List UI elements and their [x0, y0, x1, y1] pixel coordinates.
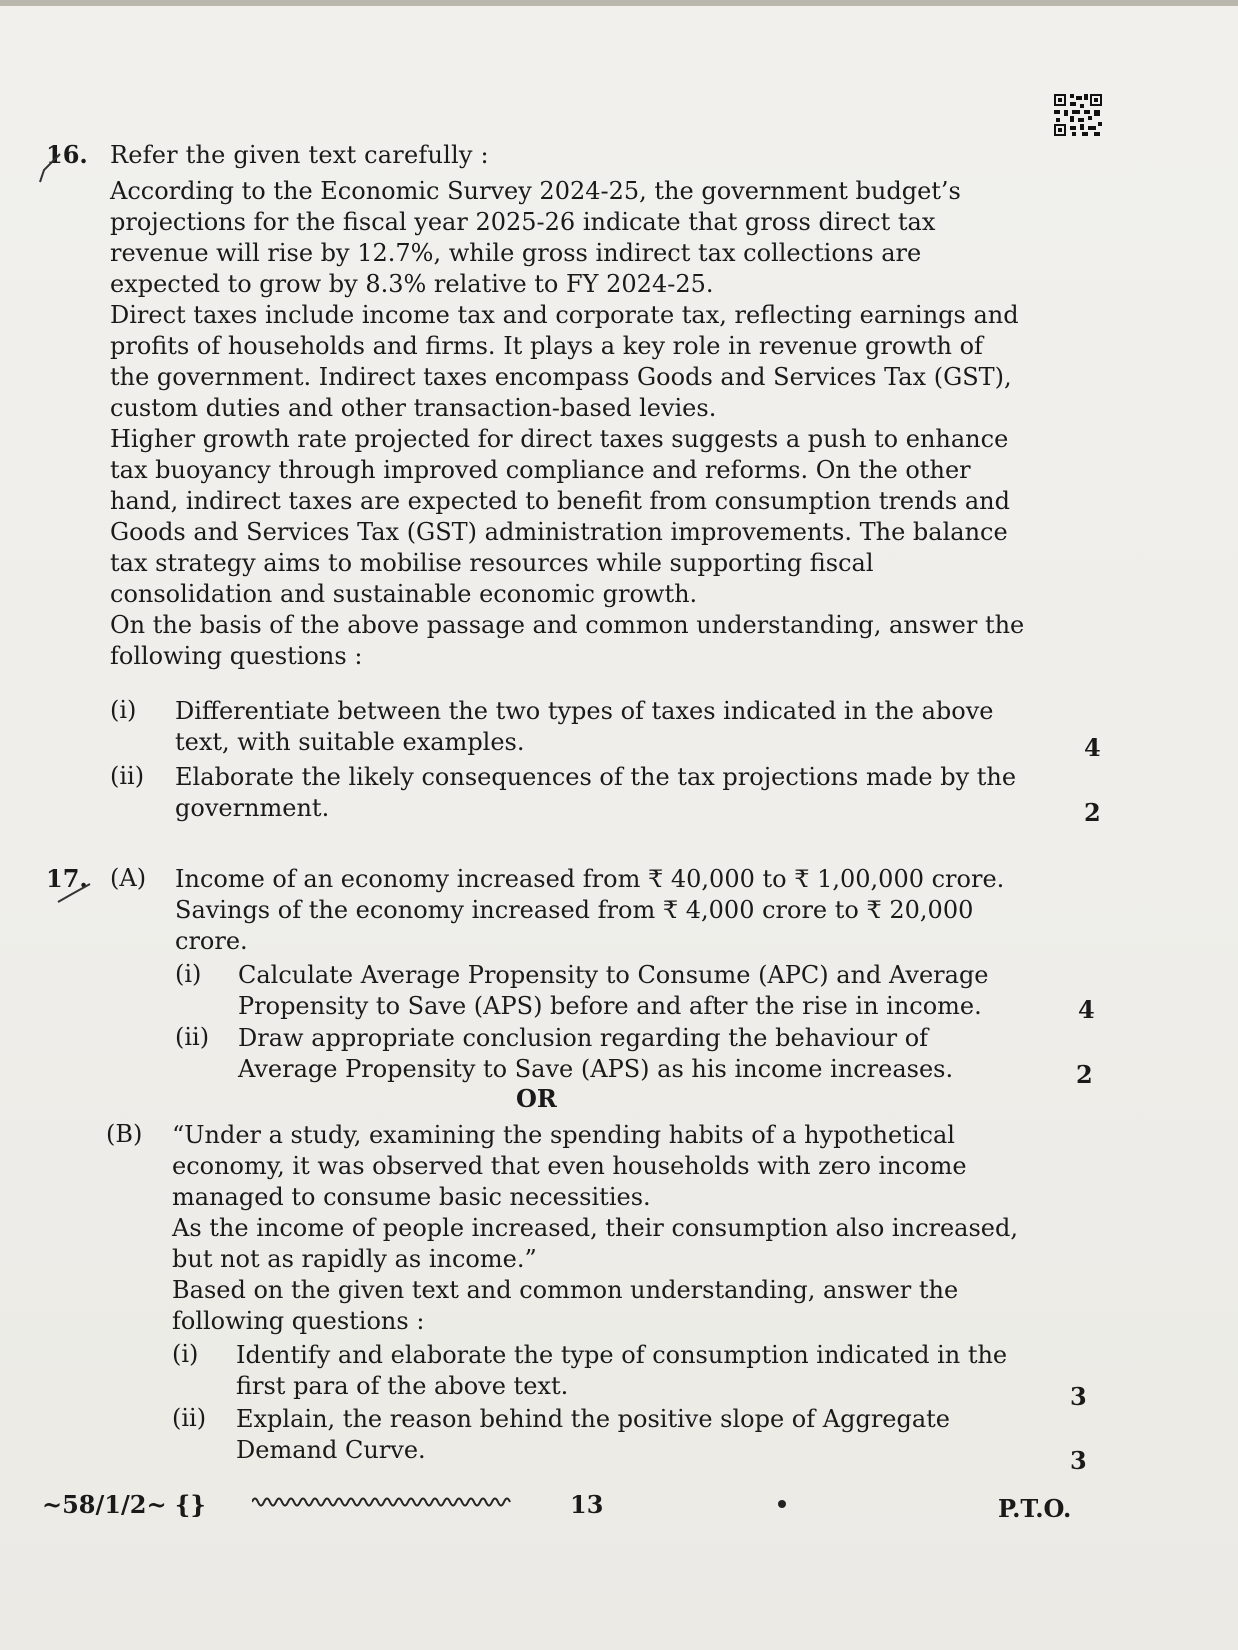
part-line: government.	[175, 794, 330, 822]
question-17-a-text	[175, 864, 1035, 957]
footer-page-number: 13	[570, 1490, 604, 1519]
question-16-heading: Refer the given text carefully :	[110, 141, 489, 169]
question-line: “Under a study, examining the spending habits of a hypothetical	[172, 1121, 955, 1149]
passage-line: following questions :	[110, 642, 363, 670]
part-label-16-i: (i)	[110, 696, 137, 724]
qr-code-icon	[1052, 92, 1104, 138]
part-line: Average Propensity to Save (APS) as his income increases.	[238, 1055, 954, 1083]
question-line: economy, it was observed that even households with zero income	[172, 1152, 967, 1180]
part-line: Explain, the reason behind the positive slope of Aggregate	[236, 1405, 951, 1433]
passage-line: Direct taxes include income tax and corporate tax, reflecting earnings and	[110, 301, 1019, 329]
part-label-17-b-ii: (ii)	[172, 1404, 207, 1432]
marks-17-a-ii: 2	[1076, 1060, 1093, 1089]
part-text-17-b-i	[236, 1340, 1036, 1402]
passage-line: According to the Economic Survey 2024-25, the government budget’s	[110, 177, 961, 205]
part-text-17-b-ii	[236, 1404, 1036, 1466]
part-line: first para of the above text.	[236, 1372, 569, 1400]
footer-pto: P.T.O.	[998, 1494, 1072, 1523]
part-line: Differentiate between the two types of taxes indicated in the above	[175, 697, 994, 725]
page-top-edge	[0, 0, 1238, 6]
passage-line: On the basis of the above passage and common understanding, answer the	[110, 611, 1025, 639]
part-line: Propensity to Save (APS) before and after the rise in income.	[238, 992, 982, 1020]
footer-bullet-dot	[778, 1500, 786, 1508]
marks-17-b-i: 3	[1070, 1382, 1087, 1411]
part-line: text, with suitable examples.	[175, 728, 525, 756]
pen-tick-mark-17	[54, 880, 94, 906]
passage-line: tax strategy aims to mobilise resources while supporting fiscal	[110, 549, 874, 577]
part-text-17-a-i	[238, 960, 1038, 1022]
passage-line: the government. Indirect taxes encompass Goods and Services Tax (GST),	[110, 363, 1012, 391]
question-16-passage	[110, 176, 1044, 672]
question-number-17: 17.	[46, 864, 88, 893]
part-text-16-ii	[175, 762, 1045, 824]
marks-16-i: 4	[1084, 733, 1101, 762]
passage-line: Higher growth rate projected for direct taxes suggests a push to enhance	[110, 425, 1009, 453]
or-separator: OR	[516, 1084, 557, 1113]
part-line: Elaborate the likely consequences of the tax projections made by the	[175, 763, 1017, 791]
wavy-line-icon	[252, 1494, 514, 1510]
passage-line: tax buoyancy through improved compliance and reforms. On the other	[110, 456, 971, 484]
marks-16-ii: 2	[1084, 798, 1101, 827]
part-text-16-i	[175, 696, 1045, 758]
passage-line: expected to grow by 8.3% relative to FY 2024-25.	[110, 270, 714, 298]
question-17-b-text	[172, 1120, 1032, 1337]
passage-line: hand, indirect taxes are expected to benefit from consumption trends and	[110, 487, 1010, 515]
question-line: Based on the given text and common understanding, answer the	[172, 1276, 959, 1304]
passage-line: revenue will rise by 12.7%, while gross indirect tax collections are	[110, 239, 922, 267]
passage-line: projections for the fiscal year 2025-26 indicate that gross direct tax	[110, 208, 936, 236]
marks-17-a-i: 4	[1078, 995, 1095, 1024]
part-label-17-a-ii: (ii)	[175, 1023, 210, 1051]
part-label-17-b-i: (i)	[172, 1340, 199, 1368]
part-label-16-ii: (ii)	[110, 762, 145, 790]
passage-line: profits of households and firms. It plays a key role in revenue growth of	[110, 332, 983, 360]
question-line: As the income of people increased, their consumption also increased,	[172, 1214, 1018, 1242]
part-line: Identify and elaborate the type of consumption indicated in the	[236, 1341, 1008, 1369]
passage-line: Goods and Services Tax (GST) administration improvements. The balance	[110, 518, 1008, 546]
question-number-16: 16.	[46, 140, 88, 169]
question-line: crore.	[175, 927, 248, 955]
question-line: Income of an economy increased from ₹ 40,000 to ₹ 1,00,000 crore.	[175, 865, 1005, 893]
passage-line: consolidation and sustainable economic growth.	[110, 580, 698, 608]
section-label-17-b: (B)	[106, 1120, 143, 1148]
passage-line: custom duties and other transaction-based levies.	[110, 394, 717, 422]
part-label-17-a-i: (i)	[175, 960, 202, 988]
question-line: following questions :	[172, 1307, 425, 1335]
section-label-17-a: (A)	[110, 864, 147, 892]
pen-tick-mark-16	[38, 150, 64, 188]
part-line: Calculate Average Propensity to Consume (APC) and Average	[238, 961, 989, 989]
part-text-17-a-ii	[238, 1023, 1038, 1085]
footer-paper-code: ~58/1/2~ {}	[42, 1490, 206, 1519]
marks-17-b-ii: 3	[1070, 1446, 1087, 1475]
question-line: Savings of the economy increased from ₹ 4,000 crore to ₹ 20,000	[175, 896, 974, 924]
question-line: managed to consume basic necessities.	[172, 1183, 651, 1211]
part-line: Demand Curve.	[236, 1436, 426, 1464]
question-line: but not as rapidly as income.”	[172, 1245, 537, 1273]
part-line: Draw appropriate conclusion regarding the behaviour of	[238, 1024, 929, 1052]
